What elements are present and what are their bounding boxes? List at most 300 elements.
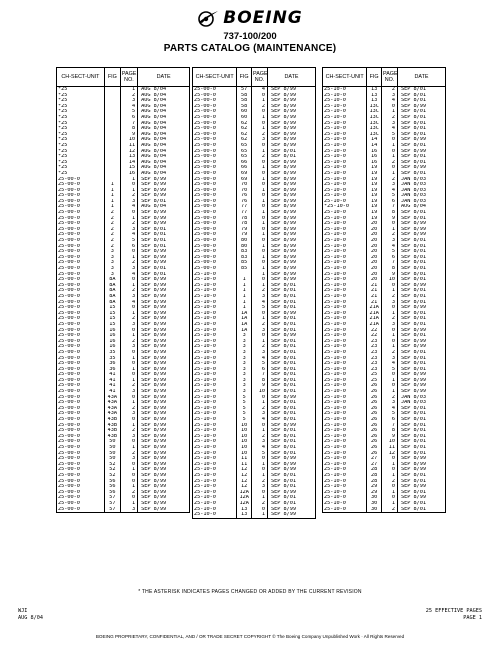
subject-cell: 25-00-0 — [193, 132, 237, 138]
fig-cell: 69 — [237, 171, 252, 177]
date-cell: SEP 8/99 — [138, 300, 190, 306]
fig-cell: 43B — [104, 434, 120, 440]
page-cell: 8 — [252, 378, 268, 384]
fig-cell: 12 — [237, 473, 252, 479]
lep-table-1 — [56, 67, 190, 513]
page-cell: 1 — [382, 288, 398, 294]
subject-cell: 25-00-0 — [57, 294, 105, 300]
subject-cell: 25-00-0 — [57, 372, 105, 378]
subject-cell: *25 — [57, 154, 105, 160]
date-cell: SEP 8/01 — [398, 294, 446, 300]
subject-cell: 25-10-0 — [323, 193, 367, 199]
date-cell: SEP 8/99 — [138, 339, 190, 345]
subject-cell: 25-00-0 — [57, 244, 105, 250]
date-cell: AUG 8/04 — [138, 98, 190, 104]
fig-cell: 3 — [237, 383, 252, 389]
page-cell: 5 — [382, 411, 398, 417]
date-cell: SEP 8/99 — [268, 121, 316, 127]
subject-cell: 25-00-0 — [57, 423, 105, 429]
subject-cell: *25 — [57, 104, 105, 110]
date-cell: SEP 8/01 — [398, 417, 446, 423]
subject-cell: 25-00-0 — [193, 216, 237, 222]
fig-cell: 62 — [237, 137, 252, 143]
page-cell: 3 — [252, 411, 268, 417]
date-cell: SEP 8/01 — [268, 294, 316, 300]
col-header-fig: FIG — [104, 68, 120, 87]
subject-cell: 25-00-0 — [57, 479, 105, 485]
date-cell: SEP 8/99 — [268, 456, 316, 462]
page-cell: 1 — [252, 495, 268, 501]
subject-cell: 25-10-0 — [323, 98, 367, 104]
subject-cell: 25-10-0 — [323, 434, 367, 440]
fig-cell: 27 — [367, 456, 382, 462]
date-cell: SEP 8/99 — [138, 490, 190, 496]
page-cell: 3 — [382, 300, 398, 306]
page-cell: 1 — [252, 232, 268, 238]
fig-cell: 57 — [104, 501, 120, 507]
subject-cell: *25 — [57, 171, 105, 177]
subject-cell: 25-10-0 — [193, 344, 237, 350]
fig-cell: 65 — [237, 143, 252, 149]
page-cell: 2 — [382, 294, 398, 300]
page-cell: 4 — [120, 232, 137, 238]
fig-cell: 26 — [367, 406, 382, 412]
fig-cell: 1 — [104, 199, 120, 205]
subject-cell: 25-00-0 — [57, 507, 105, 513]
page-cell: 4 — [382, 406, 398, 412]
page-cell: 2 — [120, 451, 137, 457]
page-cell: 0 — [252, 333, 268, 339]
page-cell: 0 — [382, 372, 398, 378]
page-cell: 4 — [252, 417, 268, 423]
page-cell: 14 — [120, 160, 137, 166]
date-cell: SEP 8/99 — [138, 311, 190, 317]
fig-cell: 56 — [104, 479, 120, 485]
page-cell: 0 — [382, 305, 398, 311]
subject-cell: 25-10-0 — [323, 221, 367, 227]
subject-cell: 25-00-0 — [193, 149, 237, 155]
fig-cell: 26 — [367, 400, 382, 406]
date-cell: SEP 8/01 — [398, 154, 446, 160]
fig-cell: 26 — [367, 383, 382, 389]
fig-cell: 26 — [367, 423, 382, 429]
date-cell: SEP 8/01 — [398, 210, 446, 216]
fig-cell: 10 — [237, 439, 252, 445]
subject-cell: 25-00-0 — [57, 216, 105, 222]
fig-cell: 19 — [367, 193, 382, 199]
page-cell: 10 — [382, 277, 398, 283]
subject-cell: *25 — [57, 143, 105, 149]
fig-cell: 76 — [237, 193, 252, 199]
subject-cell: 25-00-0 — [57, 378, 105, 384]
page-cell: 3 — [120, 266, 137, 272]
page-cell: 0 — [252, 507, 268, 513]
date-cell: SEP 8/01 — [398, 171, 446, 177]
fig-cell: 79 — [237, 227, 252, 233]
date-cell: SEP 8/99 — [268, 165, 316, 171]
date-cell: AUG 8/04 — [138, 115, 190, 121]
page-cell: 7 — [382, 260, 398, 266]
page-cell: 4 — [382, 98, 398, 104]
subject-cell: 25-10-0 — [323, 300, 367, 306]
subject-cell: 25-00-0 — [57, 490, 105, 496]
date-cell: SEP 8/99 — [268, 160, 316, 166]
subject-cell: 25-10-0 — [323, 154, 367, 160]
fig-cell: 5 — [237, 411, 252, 417]
page-cell: 2 — [252, 154, 268, 160]
date-cell: SEP 8/99 — [268, 199, 316, 205]
date-cell: SEP 8/99 — [268, 221, 316, 227]
subject-cell: 25-00-0 — [193, 177, 237, 183]
page-cell: 0 — [120, 210, 137, 216]
date-cell: SEP 8/99 — [268, 333, 316, 339]
date-cell: SEP 8/99 — [138, 406, 190, 412]
subject-cell: 25-10-0 — [323, 160, 367, 166]
page-cell: 1 — [252, 244, 268, 250]
date-cell: SEP 8/01 — [398, 507, 446, 513]
subject-cell: 25-00-0 — [57, 367, 105, 373]
page-cell: 0 — [382, 339, 398, 345]
subject-cell: 25-00-0 — [193, 182, 237, 188]
page-cell: 1 — [252, 126, 268, 132]
page-cell: 3 — [252, 137, 268, 143]
date-cell: SEP 8/01 — [268, 356, 316, 362]
page-cell: 5 — [252, 451, 268, 457]
fig-cell: 43A — [104, 400, 120, 406]
page-cell: 0 — [382, 467, 398, 473]
fig-cell: 30 — [367, 507, 382, 513]
subject-cell: 25-10-0 — [193, 479, 237, 485]
date-cell: SEP 8/01 — [398, 411, 446, 417]
subject-cell: 25-10-0 — [323, 199, 367, 205]
subject-cell: 25-10-0 — [323, 350, 367, 356]
subject-cell: 25-10-0 — [323, 177, 367, 183]
subject-cell: 25-00-0 — [57, 344, 105, 350]
date-cell: JAN 8/03 — [398, 400, 446, 406]
date-cell: SEP 8/99 — [138, 356, 190, 362]
fig-cell: 8A — [104, 277, 120, 283]
fig-cell: 60 — [237, 115, 252, 121]
page-cell: 5 — [252, 361, 268, 367]
page-cell: 0 — [252, 490, 268, 496]
page-cell: 2 — [120, 193, 137, 199]
date-cell: AUG 8/04 — [138, 165, 190, 171]
page-cell: 2 — [252, 479, 268, 485]
subject-cell: 25-10-0 — [323, 305, 367, 311]
subject-cell: 25-10-0 — [193, 439, 237, 445]
subject-cell: 25-10-0 — [323, 288, 367, 294]
date-cell: SEP 8/01 — [398, 272, 446, 278]
fig-cell: 10 — [237, 445, 252, 451]
page-cell: 0 — [120, 462, 137, 468]
table-header-row — [193, 68, 316, 87]
page-cell: 1 — [120, 333, 137, 339]
page-cell: 3 — [120, 411, 137, 417]
fig-cell: 1 — [104, 182, 120, 188]
subject-cell: 25-10-0 — [323, 93, 367, 99]
date-cell: SEP 8/99 — [268, 395, 316, 401]
fig-cell: 66 — [237, 165, 252, 171]
subject-cell: 25-00-0 — [193, 204, 237, 210]
fig-cell: 52 — [104, 462, 120, 468]
page-cell: 7 — [252, 372, 268, 378]
page-cell: 10 — [252, 389, 268, 395]
page-cell: 1 — [382, 344, 398, 350]
revision-note: * THE ASTERISK INDICATES PAGES CHANGED OR ADDED BY THE CURRENT REVISION — [138, 589, 362, 595]
date-cell: SEP 8/99 — [268, 311, 316, 317]
date-cell: SEP 8/99 — [138, 210, 190, 216]
col-header-page: PAGE NO. — [382, 68, 398, 87]
date-cell: AUG 8/04 — [138, 109, 190, 115]
subject-cell: 25-00-0 — [57, 210, 105, 216]
subject-cell: 25-10-0 — [323, 328, 367, 334]
date-cell: SEP 8/99 — [138, 473, 190, 479]
date-cell: SEP 8/01 — [268, 288, 316, 294]
subject-cell: 25-10-0 — [323, 356, 367, 362]
subject-cell: 25-10-0 — [323, 272, 367, 278]
date-cell: SEP 8/01 — [398, 322, 446, 328]
subject-cell: 25-10-0 — [323, 227, 367, 233]
subject-cell: 25-00-0 — [57, 249, 105, 255]
page-cell: 1 — [382, 333, 398, 339]
date-cell: SEP 8/99 — [138, 277, 190, 283]
page-cell: 1 — [252, 115, 268, 121]
fig-cell: 26 — [367, 417, 382, 423]
date-cell: AUG 8/04 — [138, 171, 190, 177]
fig-cell: 1 — [237, 283, 252, 289]
subject-cell: 25-10-0 — [323, 165, 367, 171]
subject-cell: 25-10-0 — [193, 333, 237, 339]
page-cell: 1 — [252, 473, 268, 479]
proprietary-notice: BOEING PROPRIETARY, CONFIDENTIAL, AND / OR TRADE SECRET COPYRIGHT © The Boeing Company Unpublished Work · All Rights Reserved — [95, 634, 405, 639]
page-cell: 1 — [252, 221, 268, 227]
page-cell: 0 — [252, 227, 268, 233]
subject-cell: *25 — [57, 165, 105, 171]
fig-cell: 35 — [104, 356, 120, 362]
fig-cell: 80 — [237, 238, 252, 244]
page-cell: 4 — [252, 300, 268, 306]
fig-cell: 1A — [237, 311, 252, 317]
date-cell: SEP 8/99 — [398, 328, 446, 334]
page-cell: 0 — [252, 216, 268, 222]
subject-cell: 25-10-0 — [193, 395, 237, 401]
subject-cell: 25-10-0 — [323, 333, 367, 339]
page-cell: 3 — [120, 199, 137, 205]
subject-cell: *25 — [57, 93, 105, 99]
subject-cell: 25-00-0 — [57, 383, 105, 389]
fig-cell: 13C — [367, 104, 382, 110]
date-cell: SEP 8/99 — [138, 372, 190, 378]
subject-cell: 25-00-0 — [193, 93, 237, 99]
page-cell: 3 — [382, 356, 398, 362]
fig-cell: 13C — [367, 115, 382, 121]
fig-cell: 1 — [237, 288, 252, 294]
date-cell: SEP 8/99 — [138, 383, 190, 389]
page-cell: 6 — [382, 255, 398, 261]
col-header-date: DATE — [398, 68, 446, 87]
date-cell: SEP 8/01 — [398, 216, 446, 222]
subject-cell: 25-00-0 — [57, 238, 105, 244]
page-cell: 1 — [120, 484, 137, 490]
fig-cell: 3 — [104, 272, 120, 278]
date-cell: SEP 8/99 — [268, 188, 316, 194]
date-cell: SEP 8/01 — [398, 361, 446, 367]
date-cell: SEP 8/99 — [268, 512, 316, 518]
date-cell: JAN 8/03 — [398, 177, 446, 183]
subject-cell: 25-00-0 — [193, 98, 237, 104]
page-cell: 5 — [120, 238, 137, 244]
page-cell: 4 — [252, 445, 268, 451]
page-number: PAGE 1 — [463, 615, 482, 621]
date-cell: SEP 8/01 — [268, 445, 316, 451]
date-cell: SEP 8/01 — [268, 406, 316, 412]
fig-cell: 3 — [104, 255, 120, 261]
table-header-row — [57, 68, 190, 87]
col-header-date: DATE — [138, 68, 190, 87]
page-cell: 0 — [382, 328, 398, 334]
date-cell: SEP 8/99 — [138, 479, 190, 485]
fig-cell: 85 — [237, 260, 252, 266]
fig-cell: 3 — [104, 249, 120, 255]
subject-cell: 25-10-0 — [323, 417, 367, 423]
fig-cell: 21A — [367, 311, 382, 317]
page-cell: 1 — [382, 462, 398, 468]
date-cell: SEP 8/01 — [268, 501, 316, 507]
page-cell: 3 — [120, 344, 137, 350]
page-cell: 2 — [120, 316, 137, 322]
fig-cell: 12A — [237, 490, 252, 496]
page-cell: 4 — [120, 300, 137, 306]
fig-cell: 69 — [237, 177, 252, 183]
page-cell: 1 — [120, 311, 137, 317]
fig-cell: 2 — [104, 238, 120, 244]
page-cell: 1 — [382, 473, 398, 479]
subject-cell: 25-00-0 — [57, 462, 105, 468]
page-cell: 1 — [120, 367, 137, 373]
date-cell: SEP 8/99 — [398, 283, 446, 289]
date-cell: SEP 8/99 — [138, 484, 190, 490]
col-header-date: DATE — [268, 68, 316, 87]
subject-cell: 25-00-0 — [57, 232, 105, 238]
date-cell: SEP 8/01 — [138, 266, 190, 272]
page-cell: 16 — [120, 171, 137, 177]
subject-cell: 25-00-0 — [193, 193, 237, 199]
date-cell: AUG 8/04 — [138, 87, 190, 93]
date-cell: SEP 8/01 — [268, 451, 316, 457]
page-cell: 2 — [382, 316, 398, 322]
subject-cell: 25-10-0 — [193, 451, 237, 457]
date-cell: SEP 8/01 — [268, 300, 316, 306]
date-cell: SEP 8/01 — [398, 160, 446, 166]
date-cell: SEP 8/99 — [398, 305, 446, 311]
fig-cell: 3 — [237, 389, 252, 395]
date-cell: SEP 8/99 — [138, 283, 190, 289]
fig-cell: 21A — [367, 316, 382, 322]
subject-cell: 25-00-0 — [57, 277, 105, 283]
fig-cell: 16 — [367, 154, 382, 160]
fig-cell: 77 — [237, 204, 252, 210]
date-cell: SEP 8/01 — [398, 473, 446, 479]
fig-cell: 60 — [237, 109, 252, 115]
subject-cell: 25-10-0 — [193, 361, 237, 367]
fig-cell: 5 — [237, 406, 252, 412]
date-cell: SEP 8/99 — [138, 328, 190, 334]
date-cell: SEP 8/99 — [268, 210, 316, 216]
date-cell: SEP 8/01 — [398, 109, 446, 115]
page-cell: 3 — [252, 294, 268, 300]
fig-cell: 5 — [237, 395, 252, 401]
subject-cell: 25-00-0 — [57, 311, 105, 317]
page-cell: 0 — [382, 137, 398, 143]
page-cell: 5 — [382, 193, 398, 199]
subject-cell: 25-10-0 — [323, 451, 367, 457]
date-cell: SEP 8/01 — [268, 411, 316, 417]
fig-cell: 13 — [237, 507, 252, 513]
date-cell: AUG 8/04 — [138, 121, 190, 127]
fig-cell: 43B — [104, 417, 120, 423]
page-cell: 3 — [120, 227, 137, 233]
subject-cell: 25-00-0 — [57, 495, 105, 501]
fig-cell: 35 — [104, 350, 120, 356]
subject-cell: 25-00-0 — [57, 188, 105, 194]
subject-cell: 25-00-0 — [57, 473, 105, 479]
page-cell: 2 — [382, 232, 398, 238]
page-cell: 2 — [252, 104, 268, 110]
date-cell: SEP 8/01 — [398, 255, 446, 261]
table-row — [323, 507, 446, 513]
page-cell: 0 — [252, 121, 268, 127]
subject-cell: 25-00-0 — [57, 389, 105, 395]
fig-cell: 25 — [367, 372, 382, 378]
fig-cell: 13C — [367, 109, 382, 115]
date-cell: SEP 8/01 — [268, 361, 316, 367]
page-cell: 3 — [120, 389, 137, 395]
page-cell: 1 — [382, 227, 398, 233]
catalog-title: PARTS CATALOG (MAINTENANCE) — [163, 43, 337, 54]
subject-cell: 25-10-0 — [323, 428, 367, 434]
fig-cell: 13 — [367, 93, 382, 99]
fig-cell: 3 — [237, 350, 252, 356]
date-cell: SEP 8/01 — [268, 339, 316, 345]
subject-cell: 25-00-0 — [193, 227, 237, 233]
page-cell: 1 — [120, 255, 137, 261]
fig-cell: 19 — [367, 182, 382, 188]
table-row — [57, 507, 190, 513]
fig-cell: 77 — [237, 210, 252, 216]
date-cell: SEP 8/01 — [268, 328, 316, 334]
page-cell: 4 — [382, 126, 398, 132]
page-cell: 2 — [120, 383, 137, 389]
fig-cell: 30 — [367, 495, 382, 501]
fig-cell: 13C — [367, 121, 382, 127]
page-cell: 4 — [120, 272, 137, 278]
fig-cell: 20 — [367, 221, 382, 227]
fig-cell: 20 — [367, 272, 382, 278]
date-cell: AUG 8/04 — [138, 160, 190, 166]
date-cell: AUG 8/04 — [138, 204, 190, 210]
date-cell: SEP 8/99 — [138, 350, 190, 356]
subject-cell: 25-00-0 — [193, 165, 237, 171]
fig-cell: 19 — [367, 165, 382, 171]
fig-cell: 8A — [104, 288, 120, 294]
subject-cell: 25-10-0 — [323, 260, 367, 266]
date-cell: SEP 8/01 — [398, 238, 446, 244]
subject-cell: 25-00-0 — [57, 288, 105, 294]
date-cell: SEP 8/01 — [398, 87, 446, 93]
fig-cell: 26 — [367, 445, 382, 451]
subject-cell: 25-00-0 — [57, 484, 105, 490]
date-cell: SEP 8/99 — [268, 193, 316, 199]
